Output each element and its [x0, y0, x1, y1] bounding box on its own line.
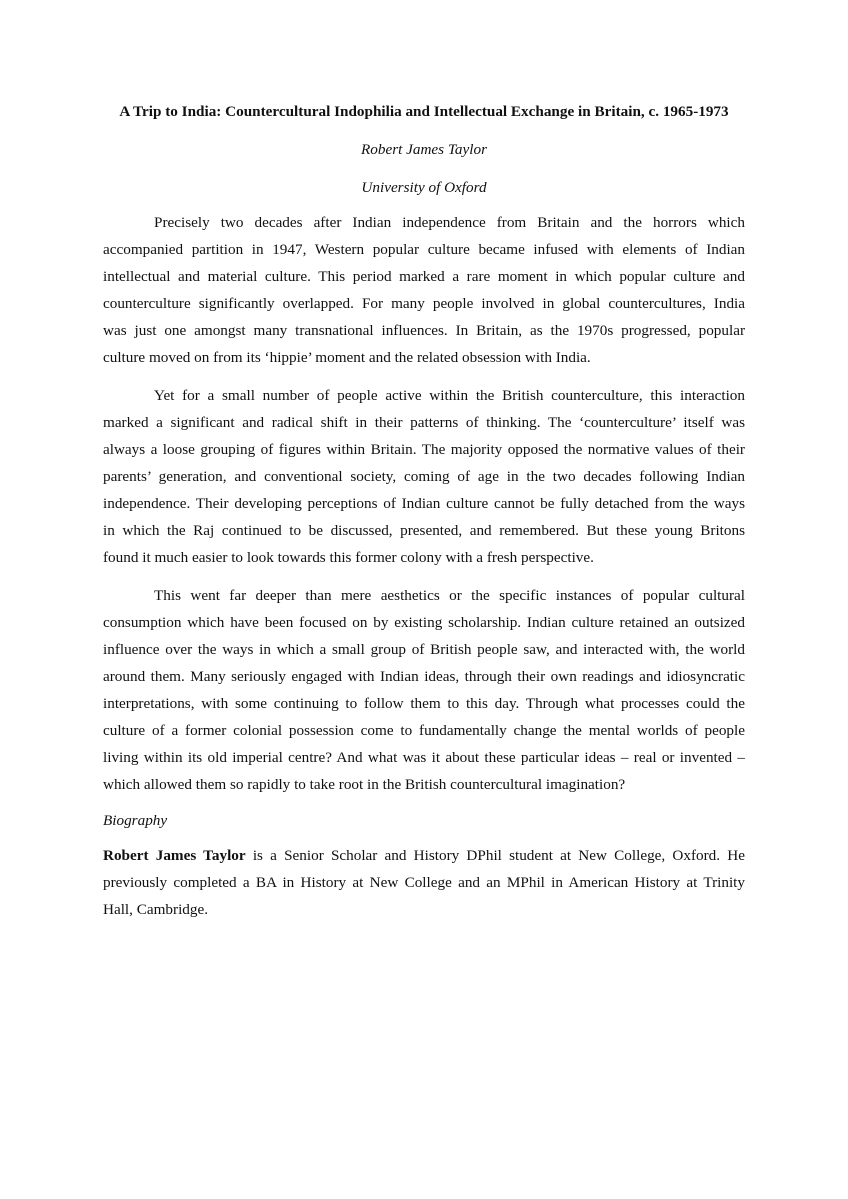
biography-text: is a Senior Scholar and History DPhil student at New College, Oxford. He — [245, 847, 745, 864]
text-line: Hall, Cambridge. — [103, 901, 209, 918]
biography-name: Robert James Taylor — [103, 847, 246, 864]
abstract-paragraph-2 — [103, 382, 745, 571]
text-line: found it much easier to look towards this former colony with a fresh perspective. — [103, 549, 594, 566]
text-line: previously completed a BA in History at New College and an MPhil in American History at Trinity — [103, 874, 745, 891]
text-line: was just one amongst many transnational influences. In Britain, as the 1970s progressed, popular — [103, 322, 745, 339]
text-line: parents’ generation, and conventional society, coming of age in the two decades following Indian — [103, 468, 745, 485]
text-line: This went far deeper than mere aesthetics or the specific instances of popular cultural — [154, 587, 745, 604]
text-line: Precisely two decades after Indian independence from Britain and the horrors which — [154, 214, 745, 231]
biography-heading: Biography — [103, 812, 168, 829]
abstract-paragraph-3 — [103, 582, 745, 798]
text-line: intellectual and material culture. This period marked a rare moment in which popular culture and — [103, 268, 745, 285]
abstract-paragraph-1 — [103, 209, 745, 371]
text-line: around them. Many seriously engaged with Indian ideas, through their own readings and idiosyncratic — [103, 668, 745, 685]
document-title: A Trip to India: Countercultural Indophilia and Intellectual Exchange in Britain, c. 1965-1973 — [119, 103, 729, 120]
text-line: living within its old imperial centre? And what was it about these particular ideas – real or invented – — [103, 749, 745, 766]
text-line: which allowed them so rapidly to take root in the British countercultural imagination? — [103, 776, 626, 793]
biography-paragraph — [103, 842, 745, 923]
text-line: in which the Raj continued to be discussed, presented, and remembered. But these young Britons — [103, 522, 745, 539]
text-line: interpretations, with some continuing to follow them to this day. Through what processes could the — [103, 695, 745, 712]
text-line: consumption which have been focused on by existing scholarship. Indian culture retained an outsized — [103, 614, 745, 631]
text-line — [103, 842, 745, 869]
text-line: accompanied partition in 1947, Western popular culture became infused with elements of Indian — [103, 241, 745, 258]
text-line: counterculture significantly overlapped. For many people involved in global countercultures, India — [103, 295, 745, 312]
text-line: always a loose grouping of figures within Britain. The majority opposed the normative values of their — [103, 441, 745, 458]
text-line: culture moved on from its ‘hippie’ moment and the related obsession with India. — [103, 349, 591, 366]
author-affiliation: University of Oxford — [361, 179, 487, 196]
document-page — [103, 102, 745, 923]
text-line: influence over the ways in which a small group of British people saw, and interacted with, the world — [103, 641, 745, 658]
text-line: marked a significant and radical shift in their patterns of thinking. The ‘counterculture’ itself was — [103, 414, 745, 431]
author-name: Robert James Taylor — [361, 141, 487, 158]
text-line: culture of a former colonial possession come to fundamentally change the mental worlds of people — [103, 722, 745, 739]
text-line: Yet for a small number of people active within the British counterculture, this interaction — [154, 387, 745, 404]
text-line: independence. Their developing perceptions of Indian culture cannot be fully detached from the ways — [103, 495, 745, 512]
